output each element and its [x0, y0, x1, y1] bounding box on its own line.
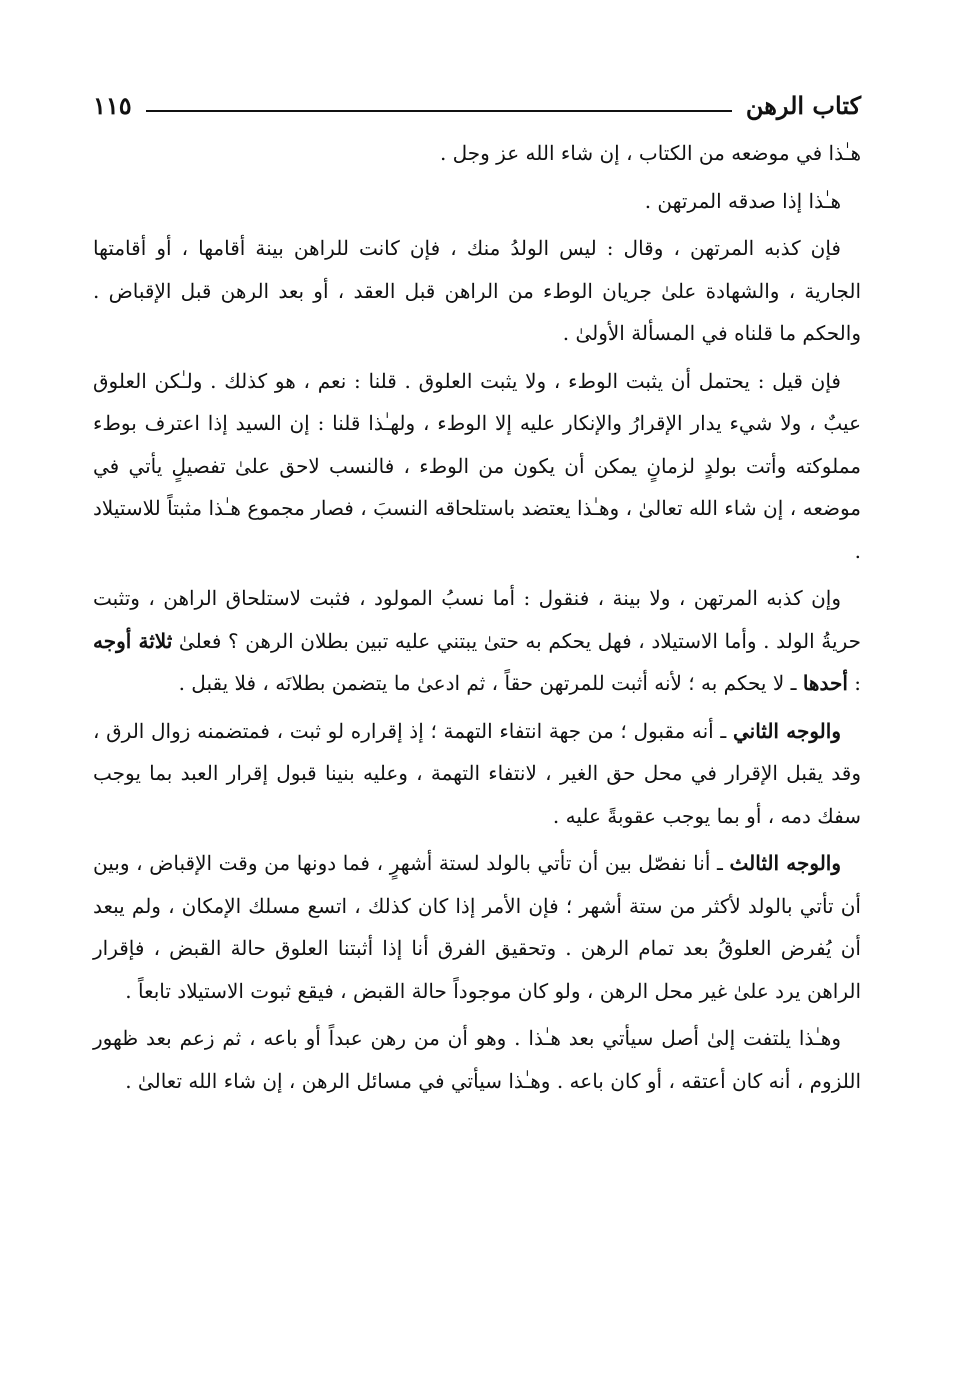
- bold-term: ثلاثة أوجه: [93, 628, 173, 653]
- chapter-title: كتاب الرهن: [745, 91, 861, 120]
- bold-term: أحدها: [802, 671, 848, 695]
- paragraph: [93, 132, 861, 175]
- text-segment: ـ أنه مقبول ؛ من جهة انتفاء التهمة ؛ إذ إقراره لو ثبت ، فمتضمنه زوال الرق ، وقد يقبل الإقرار في محل حق الغير ، لانتفاء التهمة ، وعليه بنينا قبول إقرار العبد بما يوجب سفك دمه ، أو بما يوجب عقوبةً عليه .: [93, 718, 861, 828]
- text-segment: فإن قيل : يحتمل أن يثبت الوطء ، ولا يثبت العلوق . قلنا : نعم ، هو كذلك . ولـٰكن العلوق عيبٌ ، ولا شيء يدار الإقرارُ والإنكار عليه إلا الوطء ، ولهـٰذا قلنا : إن السيد إذا اعترف بوطء مملوكته وأتت بولدٍ لزمانٍ يمكن أن يكون من الوطء ، فالنسب لاحق علىٰ تفصيلٍ يأتي في موضعه ، إن شاء الله تعالىٰ ، وهـٰذا يعتضد باستلحاقه النسبَ ، فصار مجموع هـٰذا مثبتاً للاستيلاد .: [93, 368, 861, 563]
- header-rule: [146, 110, 732, 112]
- page-number: ١١٥: [93, 91, 132, 120]
- text-segment: هـٰذا إذا صدقه المرتهن .: [644, 188, 841, 213]
- bold-term: والوجه الثالث: [729, 851, 842, 875]
- text-segment: :: [847, 671, 861, 695]
- body-text: [93, 132, 861, 1102]
- paragraph: [93, 1017, 861, 1102]
- text-segment: وإن كذبه المرتهن ، ولا بينة ، فنقول : أما نسبُ المولود ، فثبت لاستلحاق الراهن ، وتثبت حريةُ الولد . وأما الاستيلاد ، فهل يحكم به حتىٰ يبتني عليه تبين بطلان الرهن ؟ فعلىٰ: [93, 586, 861, 653]
- paragraph: [93, 180, 861, 223]
- paragraph: [93, 710, 861, 838]
- book-page: [93, 80, 861, 1107]
- text-segment: وهـٰذا يلتفت إلىٰ أصل سيأتي بعد هـٰذا . وهو أن من رهن عبداً أو باعه ، ثم زعم بعد ظهور اللزوم ، أنه كان أعتقه ، أو كان باعه . وهـٰذا سيأتي في مسائل الرهن ، إن شاء الله تعالىٰ .: [93, 1026, 861, 1093]
- paragraph: [93, 842, 861, 1012]
- paragraph: [93, 360, 861, 573]
- text-segment: فإن كذبه المرتهن ، وقال : ليس الولدُ منك ، فإن كانت للراهن بينة أقامها ، أو أقامتها الجارية ، والشهادة علىٰ جريان الوطء من الراهن قبل العقد ، أو بعد الرهن قبل الإقباض . والحكم ما قلناه في المسألة الأولىٰ .: [93, 236, 861, 345]
- running-header: [93, 80, 861, 120]
- text-segment: هـٰذا في موضعه من الكتاب ، إن شاء الله عز وجل .: [439, 141, 861, 165]
- text-segment: ـ لا يحكم به ؛ لأنه أثبت للمرتهن حقاً ، ثم ادعىٰ ما يتضمن بطلانَه ، فلا يقبل .: [178, 671, 803, 695]
- paragraph: [93, 227, 861, 355]
- paragraph: [93, 577, 861, 705]
- text-segment: ـ أنا نفصّل بين أن تأتي بالولد لستة أشهرٍ ، فما دونها من وقت الإقباض ، وبين أن تأتي بالولد لأكثر من ستة أشهر ؛ فإن الأمر إذا كان كذلك ، اتسع مسلك الإمكان ، ولم يبعد أن يُفرض العلوقُ بعد تمام الرهن . وتحقيق الفرق أنا إذا أثبتنا العلوق حالة القبض ، فإقرار الراهن يرد علىٰ غير محل الرهن ، ولو كان موجوداً حالة القبض ، فيقع ثبوت الاستيلاد تابعاً .: [93, 851, 861, 1003]
- bold-term: والوجه الثاني: [732, 718, 841, 743]
